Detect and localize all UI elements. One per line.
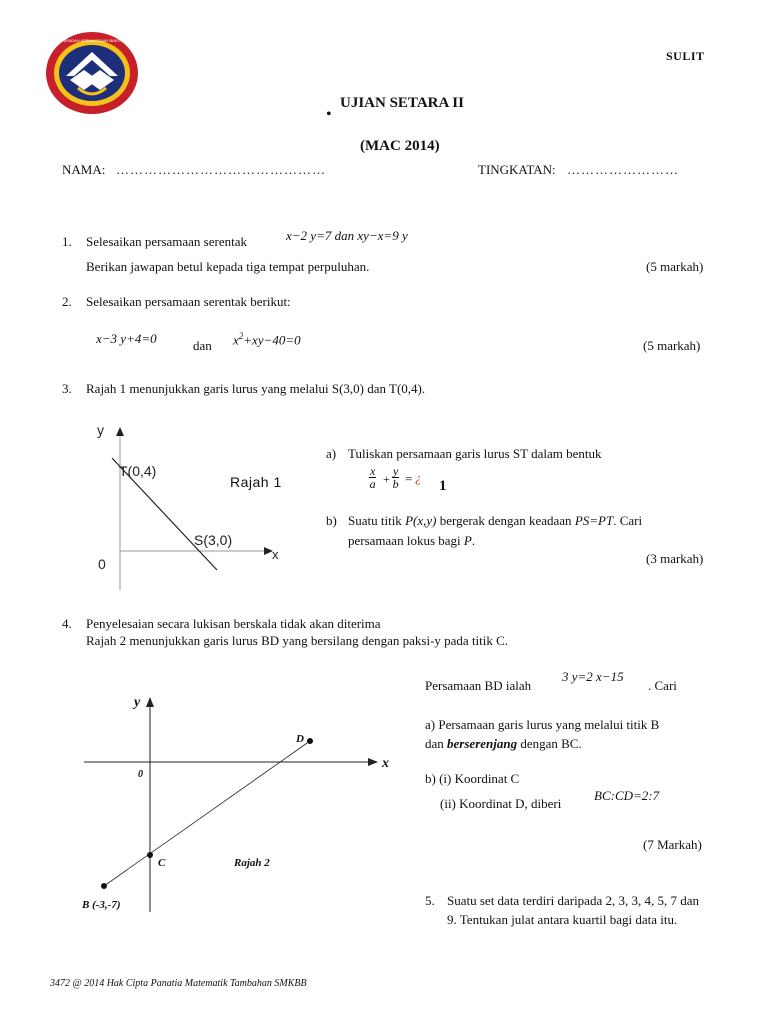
q2-equation-1: x−3 y+4=0 [96, 331, 157, 346]
q2-dan: dan [193, 338, 212, 353]
q3b-line2-end: . [471, 533, 476, 548]
q3b-point: P(x,y) [405, 513, 437, 528]
rajah2-x-label: x [382, 756, 389, 771]
rajah-2-caption: Rajah 2 [234, 857, 270, 869]
rajah-1-diagram [90, 418, 300, 593]
point-t-label: T(0,4) [119, 463, 157, 479]
q5-line2: 9. Tentukan julat antara kuartil bagi data itu. [447, 912, 678, 927]
q2-eq2-exponent: 2 [238, 331, 244, 341]
q2-text: Selesaikan persamaan serentak berikut: [86, 294, 291, 309]
tingkatan-field[interactable]: …………………… [567, 162, 679, 177]
point-s-label: S(3,0) [194, 532, 233, 548]
rajah1-x-label: x [272, 547, 279, 562]
q2-equation-2 [233, 331, 301, 348]
q3a-frac2-den: b [392, 477, 399, 491]
q3b-label: b) [326, 513, 337, 528]
bullet: • [326, 106, 332, 123]
q5-line1: Suatu set data terdiri daripada 2, 3, 3, 4, 5, 7 dan [447, 893, 699, 908]
q3a-frac2-num: y [393, 464, 399, 478]
rajah1-origin: 0 [98, 556, 106, 572]
nama-field[interactable]: ……………………………………… [116, 162, 326, 177]
q1-marks: (5 markah) [646, 259, 704, 274]
point-c [147, 852, 153, 858]
q3b-line2-p: P [463, 533, 472, 548]
q3b-line2-text: persamaan lokus bagi [348, 533, 461, 548]
footer-copyright: 3472 @ 2014 Hak Cipta Panatia Matematik Tambahan SMKBB [50, 978, 307, 989]
page-subtitle: (MAC 2014) [360, 138, 440, 154]
q2-eq2-base: x [233, 332, 239, 348]
logo-text: SEKOLAH MENENGAH KEBANGSAAN BUKIT BERUNTUNG [36, 38, 148, 43]
rajah2-y-label: y [134, 695, 141, 710]
point-c-label: C [158, 857, 166, 869]
q3a-frac1-num: x [370, 464, 376, 478]
q3b-condition: PS=PT [574, 513, 614, 528]
rajah-2-diagram [70, 688, 400, 920]
q1-text: Selesaikan persamaan serentak [86, 234, 247, 249]
q2-number: 2. [62, 294, 72, 309]
q3a-fraction-x-over-a [369, 465, 376, 490]
tingkatan-label: TINGKATAN: [478, 162, 556, 177]
q3a-equals: = [405, 471, 413, 486]
q4a-text: a) Persamaan garis lurus yang melalui titik B [425, 717, 660, 732]
q3a-label: a) [326, 446, 337, 461]
school-logo [36, 30, 148, 116]
q1-instruction: Berikan jawapan betul kepada tiga tempat perpuluhan. [86, 259, 370, 274]
q3a-glyph: ¿ [415, 470, 422, 485]
q3-text: Rajah 1 menunjukkan garis lurus yang melalui S(3,0) dan T(0,4). [86, 381, 426, 396]
rajah2-origin: 0 [138, 769, 143, 780]
q4a-line2 [425, 736, 582, 752]
q4-ratio: BC:CD=2:7 [594, 788, 660, 803]
q4-equation-intro: Persamaan BD ialah [425, 678, 532, 693]
rajah2-y-arrow [146, 697, 154, 707]
q3b-text-2: bergerak dengan keadaan [439, 513, 572, 528]
q2-marks: (5 markah) [643, 338, 701, 353]
q5-number: 5. [425, 893, 435, 908]
q1-equation: x−2 y=7 dan xy−x=9 y [286, 228, 408, 243]
q4bi-text: b) (i) Koordinat C [425, 771, 520, 786]
q3a-one: 1 [439, 478, 447, 494]
q4bii-text: (ii) Koordinat D, diberi [440, 796, 562, 811]
q3b-text-1: Suatu titik [348, 513, 402, 528]
q4-cari: . Cari [648, 678, 677, 693]
q3b-line2 [348, 533, 475, 549]
point-b-label: B (-3,-7) [82, 899, 121, 911]
q4-number: 4. [62, 616, 72, 631]
point-d [307, 738, 313, 744]
q3b-text-3: . Cari [613, 513, 643, 528]
q3-marks: (3 markah) [646, 551, 704, 566]
nama-label: NAMA: [62, 162, 106, 177]
q3-number: 3. [62, 381, 72, 396]
sulit-label: SULIT [666, 49, 705, 63]
q1-number: 1. [62, 234, 72, 249]
rajah1-y-arrow [116, 427, 124, 436]
q4a-line2-rest: dengan BC. [520, 736, 582, 751]
q4-line1: Penyelesaian secara lukisan berskala tidak akan diterima [86, 616, 381, 631]
rajah2-x-arrow [368, 758, 378, 766]
q4-line2: Rajah 2 menunjukkan garis lurus BD yang bersilang dengan paksi-y pada titik C. [86, 633, 509, 648]
q3a-plus: + [383, 472, 390, 486]
point-b [101, 883, 107, 889]
q4-equation: 3 y=2 x−15 [562, 669, 624, 684]
line-bd [104, 741, 310, 886]
q3a-text: Tuliskan persamaan garis lurus ST dalam bentuk [348, 446, 602, 461]
q4-marks: (7 Markah) [643, 837, 702, 852]
q4a-line2-bold: berserenjang [447, 736, 518, 751]
q3b-text [348, 513, 642, 529]
rajah1-y-label: y [97, 422, 104, 438]
q3a-fraction-y-over-b [392, 465, 399, 490]
q2-eq2-rest: +xy−40=0 [243, 332, 301, 348]
page-title: UJIAN SETARA II [340, 95, 464, 111]
point-d-label: D [296, 733, 304, 745]
q3a-frac1-den: a [369, 477, 376, 491]
q4a-line2-dan: dan [425, 736, 444, 751]
rajah-1-caption: Rajah 1 [230, 474, 282, 490]
